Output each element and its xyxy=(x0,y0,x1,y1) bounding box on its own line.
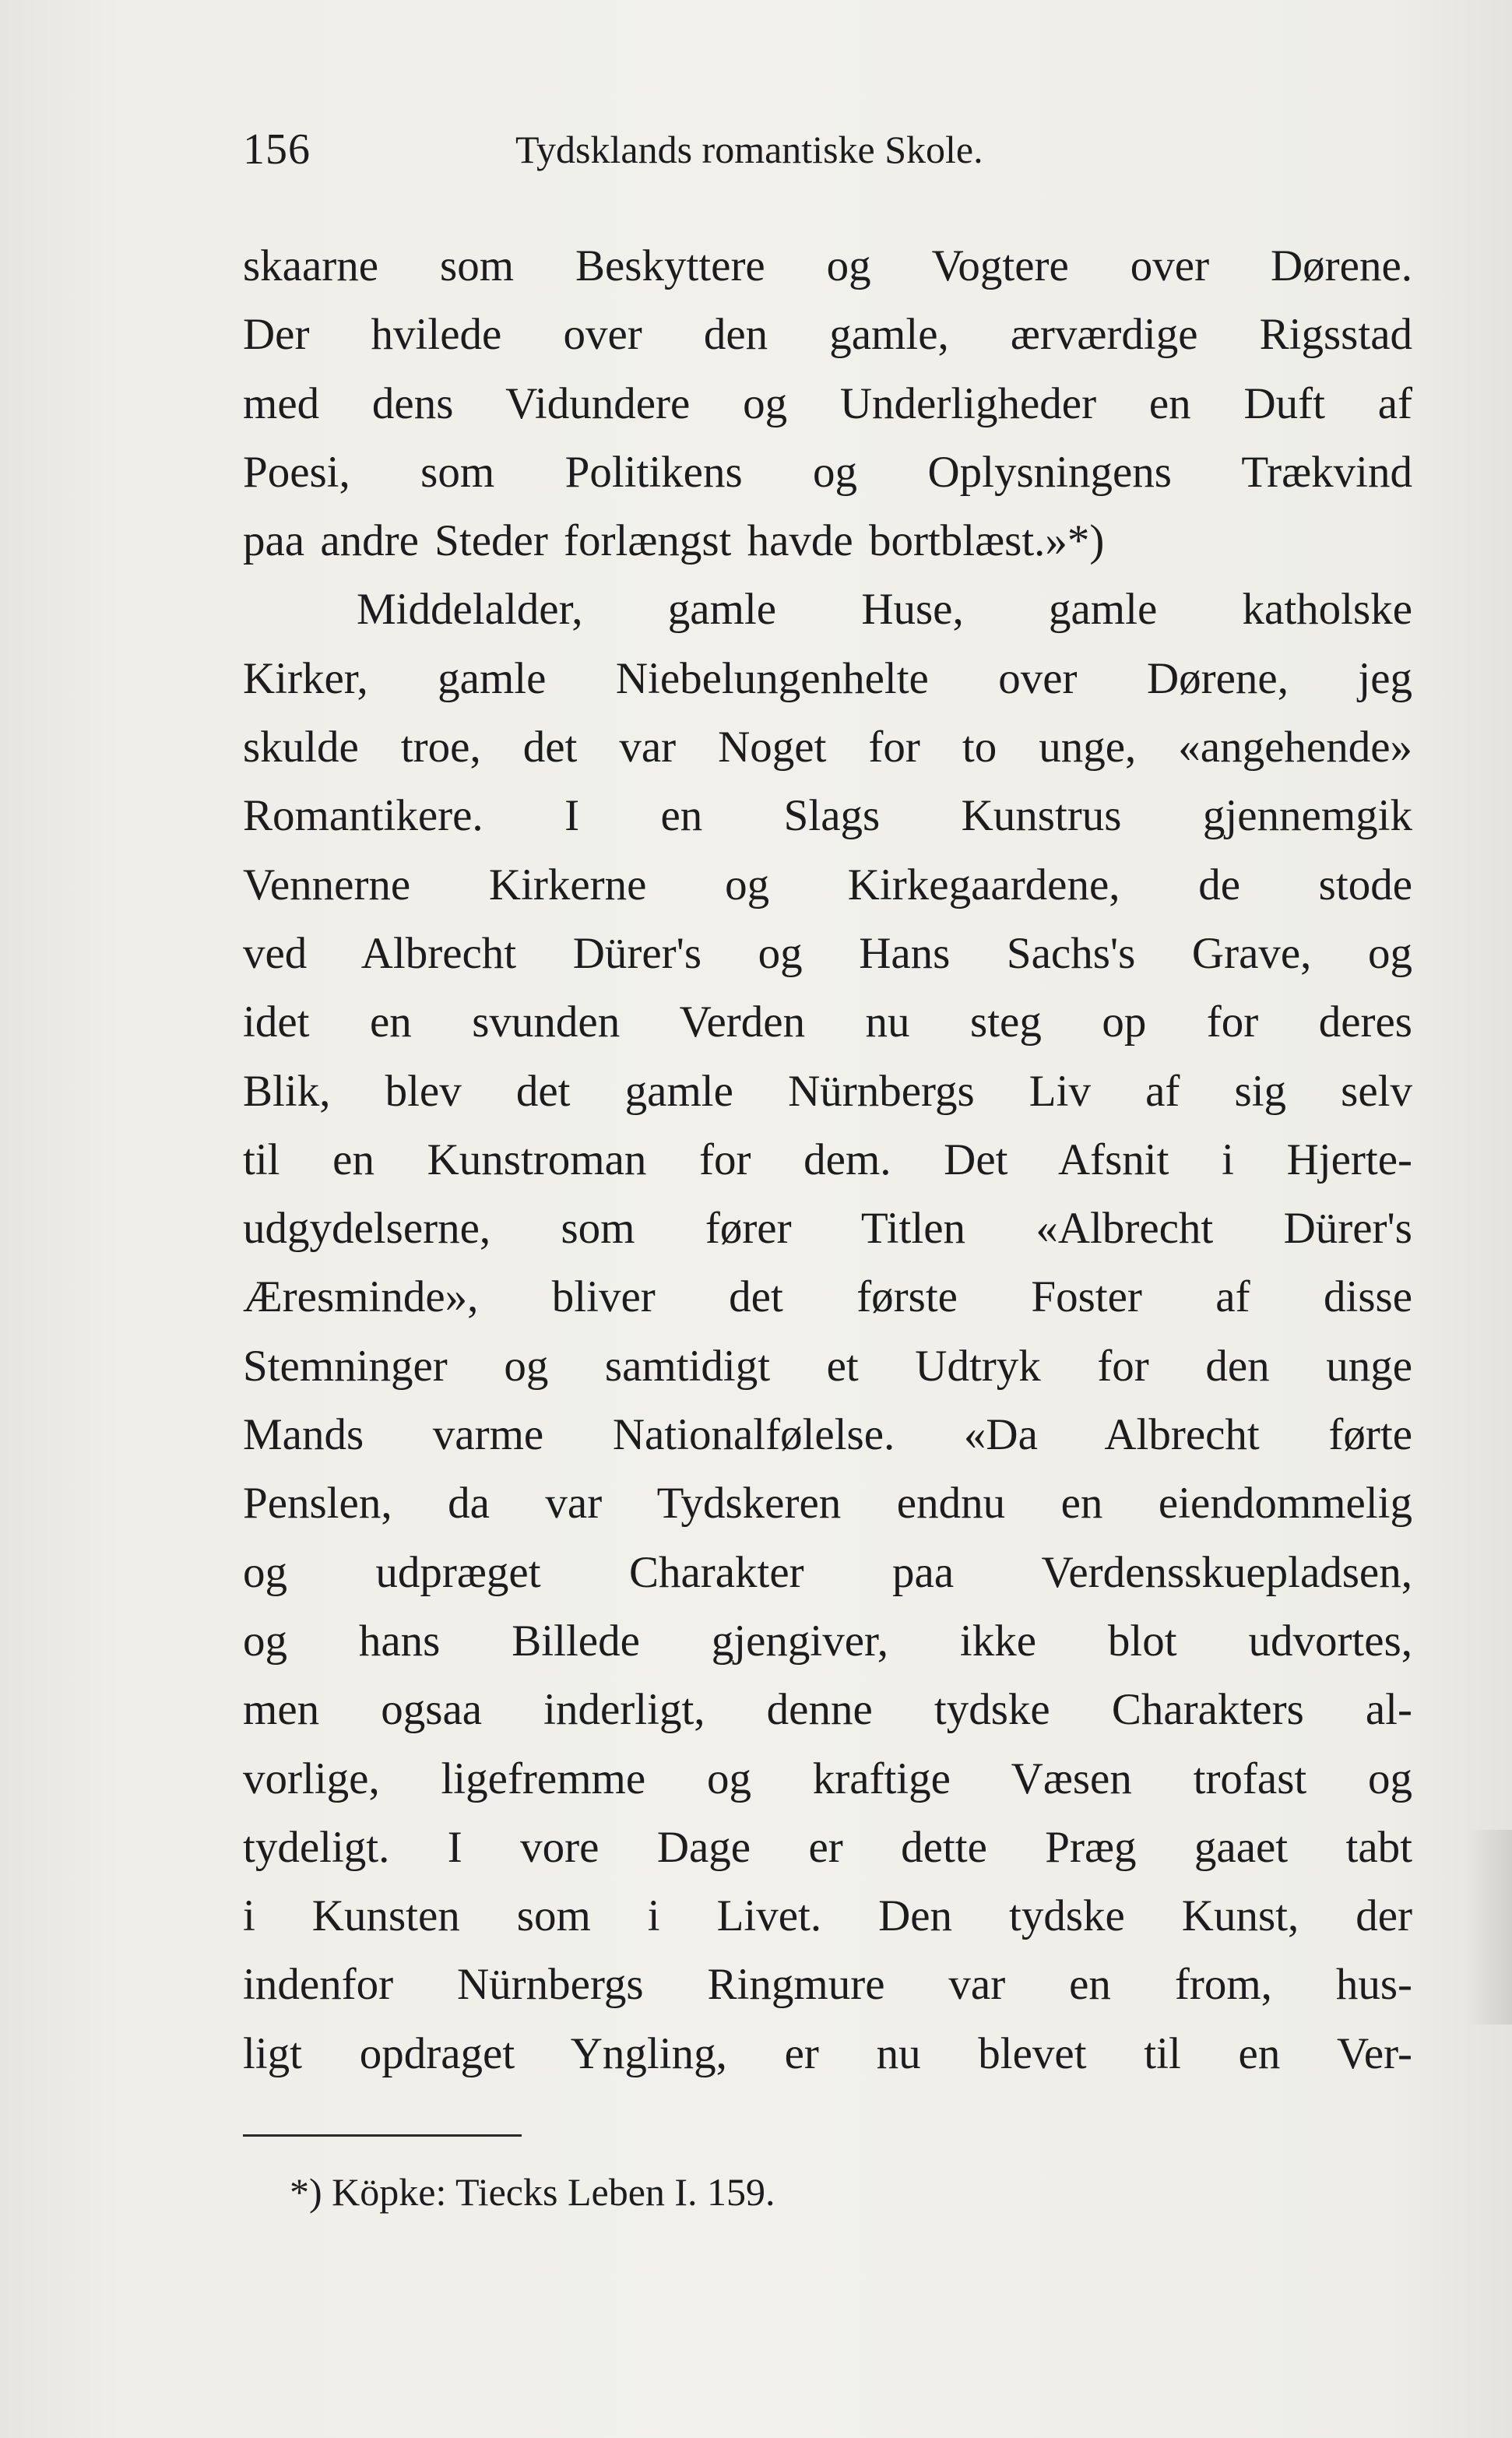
text-line: Vennerne Kirkerne og Kirkegaardene, de stode xyxy=(243,860,1412,909)
text-line: men ogsaa inderligt, denne tydske Charakters al- xyxy=(243,1685,1412,1735)
text-line: skaarne som Beskyttere og Vogtere over Dørene. xyxy=(243,241,1412,290)
running-title: Tydsklands romantiske Skole. xyxy=(515,128,983,171)
text-line: Der hvilede over den gamle, ærværdige Rigsstad xyxy=(243,310,1412,360)
text-line: vorlige, ligefremme og kraftige Væsen trofast og xyxy=(243,1754,1412,1803)
text-line: med dens Vidundere og Underligheder en Duft af xyxy=(243,378,1412,428)
page-edge-shadow xyxy=(1465,1830,1512,2025)
text-line: Poesi, som Politikens og Oplysningens Trækvind xyxy=(243,447,1412,497)
text-line: skulde troe, det var Noget for to unge, «angehende» xyxy=(243,723,1412,772)
text-line: og udpræget Charakter paa Verdensskuepladsen, xyxy=(243,1547,1412,1597)
text-line: paa andre Steder forlængst havde bortblæst.»*) xyxy=(243,516,1105,566)
text-line: til en Kunstroman for dem. Det Afsnit i Hjerte- xyxy=(243,1135,1412,1184)
text-line: og hans Billede gjengiver, ikke blot udvortes, xyxy=(243,1616,1412,1666)
text-line: Stemninger og samtidigt et Udtryk for den unge xyxy=(243,1341,1412,1391)
text-line: Blik, blev det gamle Nürnbergs Liv af sig selv xyxy=(243,1066,1412,1116)
text-line: ligt opdraget Yngling, er nu blevet til en Ver- xyxy=(243,2028,1412,2078)
page-header xyxy=(243,118,1255,181)
text-line: ved Albrecht Dürer's og Hans Sachs's Grave, og xyxy=(243,928,1412,978)
text-line: Mands varme Nationalfølelse. «Da Albrecht førte xyxy=(243,1410,1412,1460)
body-text xyxy=(243,232,1412,2088)
text-line: udgydelserne, som fører Titlen «Albrecht Dürer's xyxy=(243,1204,1412,1254)
text-line: Romantikere. I en Slags Kunstrus gjennemgik xyxy=(243,791,1412,841)
text-line: indenfor Nürnbergs Ringmure var en from, hus- xyxy=(243,1960,1412,2010)
page-number: 156 xyxy=(243,125,311,174)
text-line: Kirker, gamle Niebelungenhelte over Dørene, jeg xyxy=(243,653,1412,703)
footnote: *) Köpke: Tiecks Leben I. 159. xyxy=(290,2170,775,2214)
text-line: tydeligt. I vore Dage er dette Præg gaaet tabt xyxy=(243,1822,1412,1872)
text-line: idet en svunden Verden nu steg op for deres xyxy=(243,997,1412,1047)
footnote-divider xyxy=(243,2134,522,2137)
text-line: Penslen, da var Tydskeren endnu en eiendommelig xyxy=(243,1479,1412,1529)
text-line: i Kunsten som i Livet. Den tydske Kunst, der xyxy=(243,1891,1412,1941)
text-line: Middelalder, gamle Huse, gamle katholske xyxy=(357,585,1412,635)
text-line: Æresminde», bliver det første Foster af disse xyxy=(243,1272,1412,1322)
